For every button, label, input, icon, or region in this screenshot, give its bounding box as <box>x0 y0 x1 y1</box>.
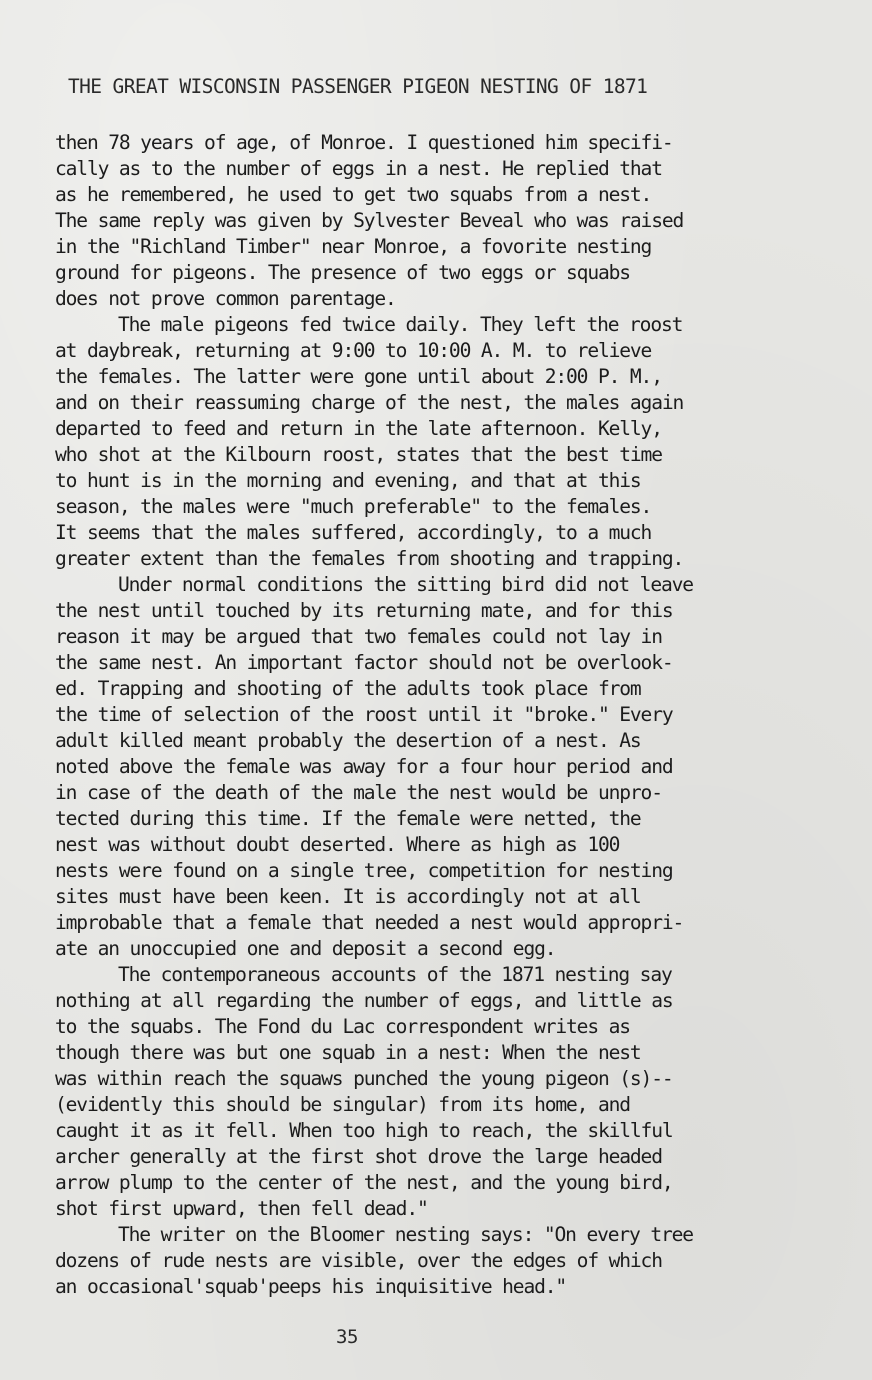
text-line: to hunt is in the morning and evening, and that at this <box>55 469 641 492</box>
text-line: The same reply was given by Sylvester Beveal who was raised <box>55 209 684 232</box>
text-line: at daybreak, returning at 9:00 to 10:00 A. M. to relieve <box>55 339 652 362</box>
text-line: The contemporaneous accounts of the 1871 nesting say <box>118 963 672 986</box>
text-line: Under normal conditions the sitting bird did not leave <box>118 573 693 596</box>
text-line: the time of selection of the roost until it "broke." Every <box>55 703 673 726</box>
text-line: noted above the female was away for a four hour period and <box>55 755 673 778</box>
text-line: greater extent than the females from shooting and trapping. <box>55 547 684 570</box>
text-line: in the "Richland Timber" near Monroe, a fovorite nesting <box>55 235 652 258</box>
text-line: ground for pigeons. The presence of two eggs or squabs <box>55 261 630 284</box>
running-header: THE GREAT WISCONSIN PASSENGER PIGEON NESTING OF 1871 <box>68 75 648 98</box>
text-line: nests were found on a single tree, competition for nesting <box>55 859 673 882</box>
text-line: to the squabs. The Fond du Lac correspondent writes as <box>55 1015 630 1038</box>
text-line: then 78 years of age, of Monroe. I questioned him specifi- <box>55 131 673 154</box>
text-line: sites must have been keen. It is accordingly not at all <box>55 885 641 908</box>
text-line: (evidently this should be singular) from its home, and <box>55 1093 630 1116</box>
text-line: nest was without doubt deserted. Where as high as 100 <box>55 833 620 856</box>
text-line: tected during this time. If the female were netted, the <box>55 807 641 830</box>
text-line: The male pigeons fed twice daily. They left the roost <box>118 313 683 336</box>
page-number: 35 <box>336 1326 358 1348</box>
text-line: as he remembered, he used to get two squabs from a nest. <box>55 183 652 206</box>
text-line: was within reach the squaws punched the young pigeon (s)-- <box>55 1067 673 1090</box>
text-line: departed to feed and return in the late afternoon. Kelly, <box>55 417 662 440</box>
text-line: in case of the death of the male the nest would be unpro- <box>55 781 662 804</box>
text-line: though there was but one squab in a nest: When the nest <box>55 1041 641 1064</box>
text-line: who shot at the Kilbourn roost, states that the best time <box>55 443 662 466</box>
text-line: It seems that the males suffered, accordingly, to a much <box>55 521 652 544</box>
text-line: does not prove common parentage. <box>55 287 396 310</box>
text-line: dozens of rude nests are visible, over the edges of which <box>55 1249 662 1272</box>
text-line: caught it as it fell. When too high to reach, the skillful <box>55 1119 673 1142</box>
text-line: season, the males were "much preferable" to the females. <box>55 495 652 518</box>
text-line: cally as to the number of eggs in a nest. He replied that <box>55 157 662 180</box>
text-line: ate an unoccupied one and deposit a second egg. <box>55 937 556 960</box>
text-line: reason it may be argued that two females could not lay in <box>55 625 662 648</box>
text-line: the same nest. An important factor should not be overlook- <box>55 651 673 674</box>
text-line: archer generally at the first shot drove the large headed <box>55 1145 662 1168</box>
text-line: the nest until touched by its returning mate, and for this <box>55 599 673 622</box>
text-line: The writer on the Bloomer nesting says: "On every tree <box>118 1223 693 1246</box>
text-line: the females. The latter were gone until about 2:00 P. M., <box>55 365 662 388</box>
text-line: adult killed meant probably the desertion of a nest. As <box>55 729 641 752</box>
text-line: ed. Trapping and shooting of the adults took place from <box>55 677 641 700</box>
text-line: an occasional'squab'peeps his inquisitive head." <box>55 1275 567 1298</box>
text-line: nothing at all regarding the number of eggs, and little as <box>55 989 673 1012</box>
body-text <box>55 130 855 1300</box>
text-line: arrow plump to the center of the nest, and the young bird, <box>55 1171 673 1194</box>
text-line: improbable that a female that needed a nest would appropri- <box>55 911 684 934</box>
text-line: shot first upward, then fell dead." <box>55 1197 428 1220</box>
text-line: and on their reassuming charge of the nest, the males again <box>55 391 684 414</box>
